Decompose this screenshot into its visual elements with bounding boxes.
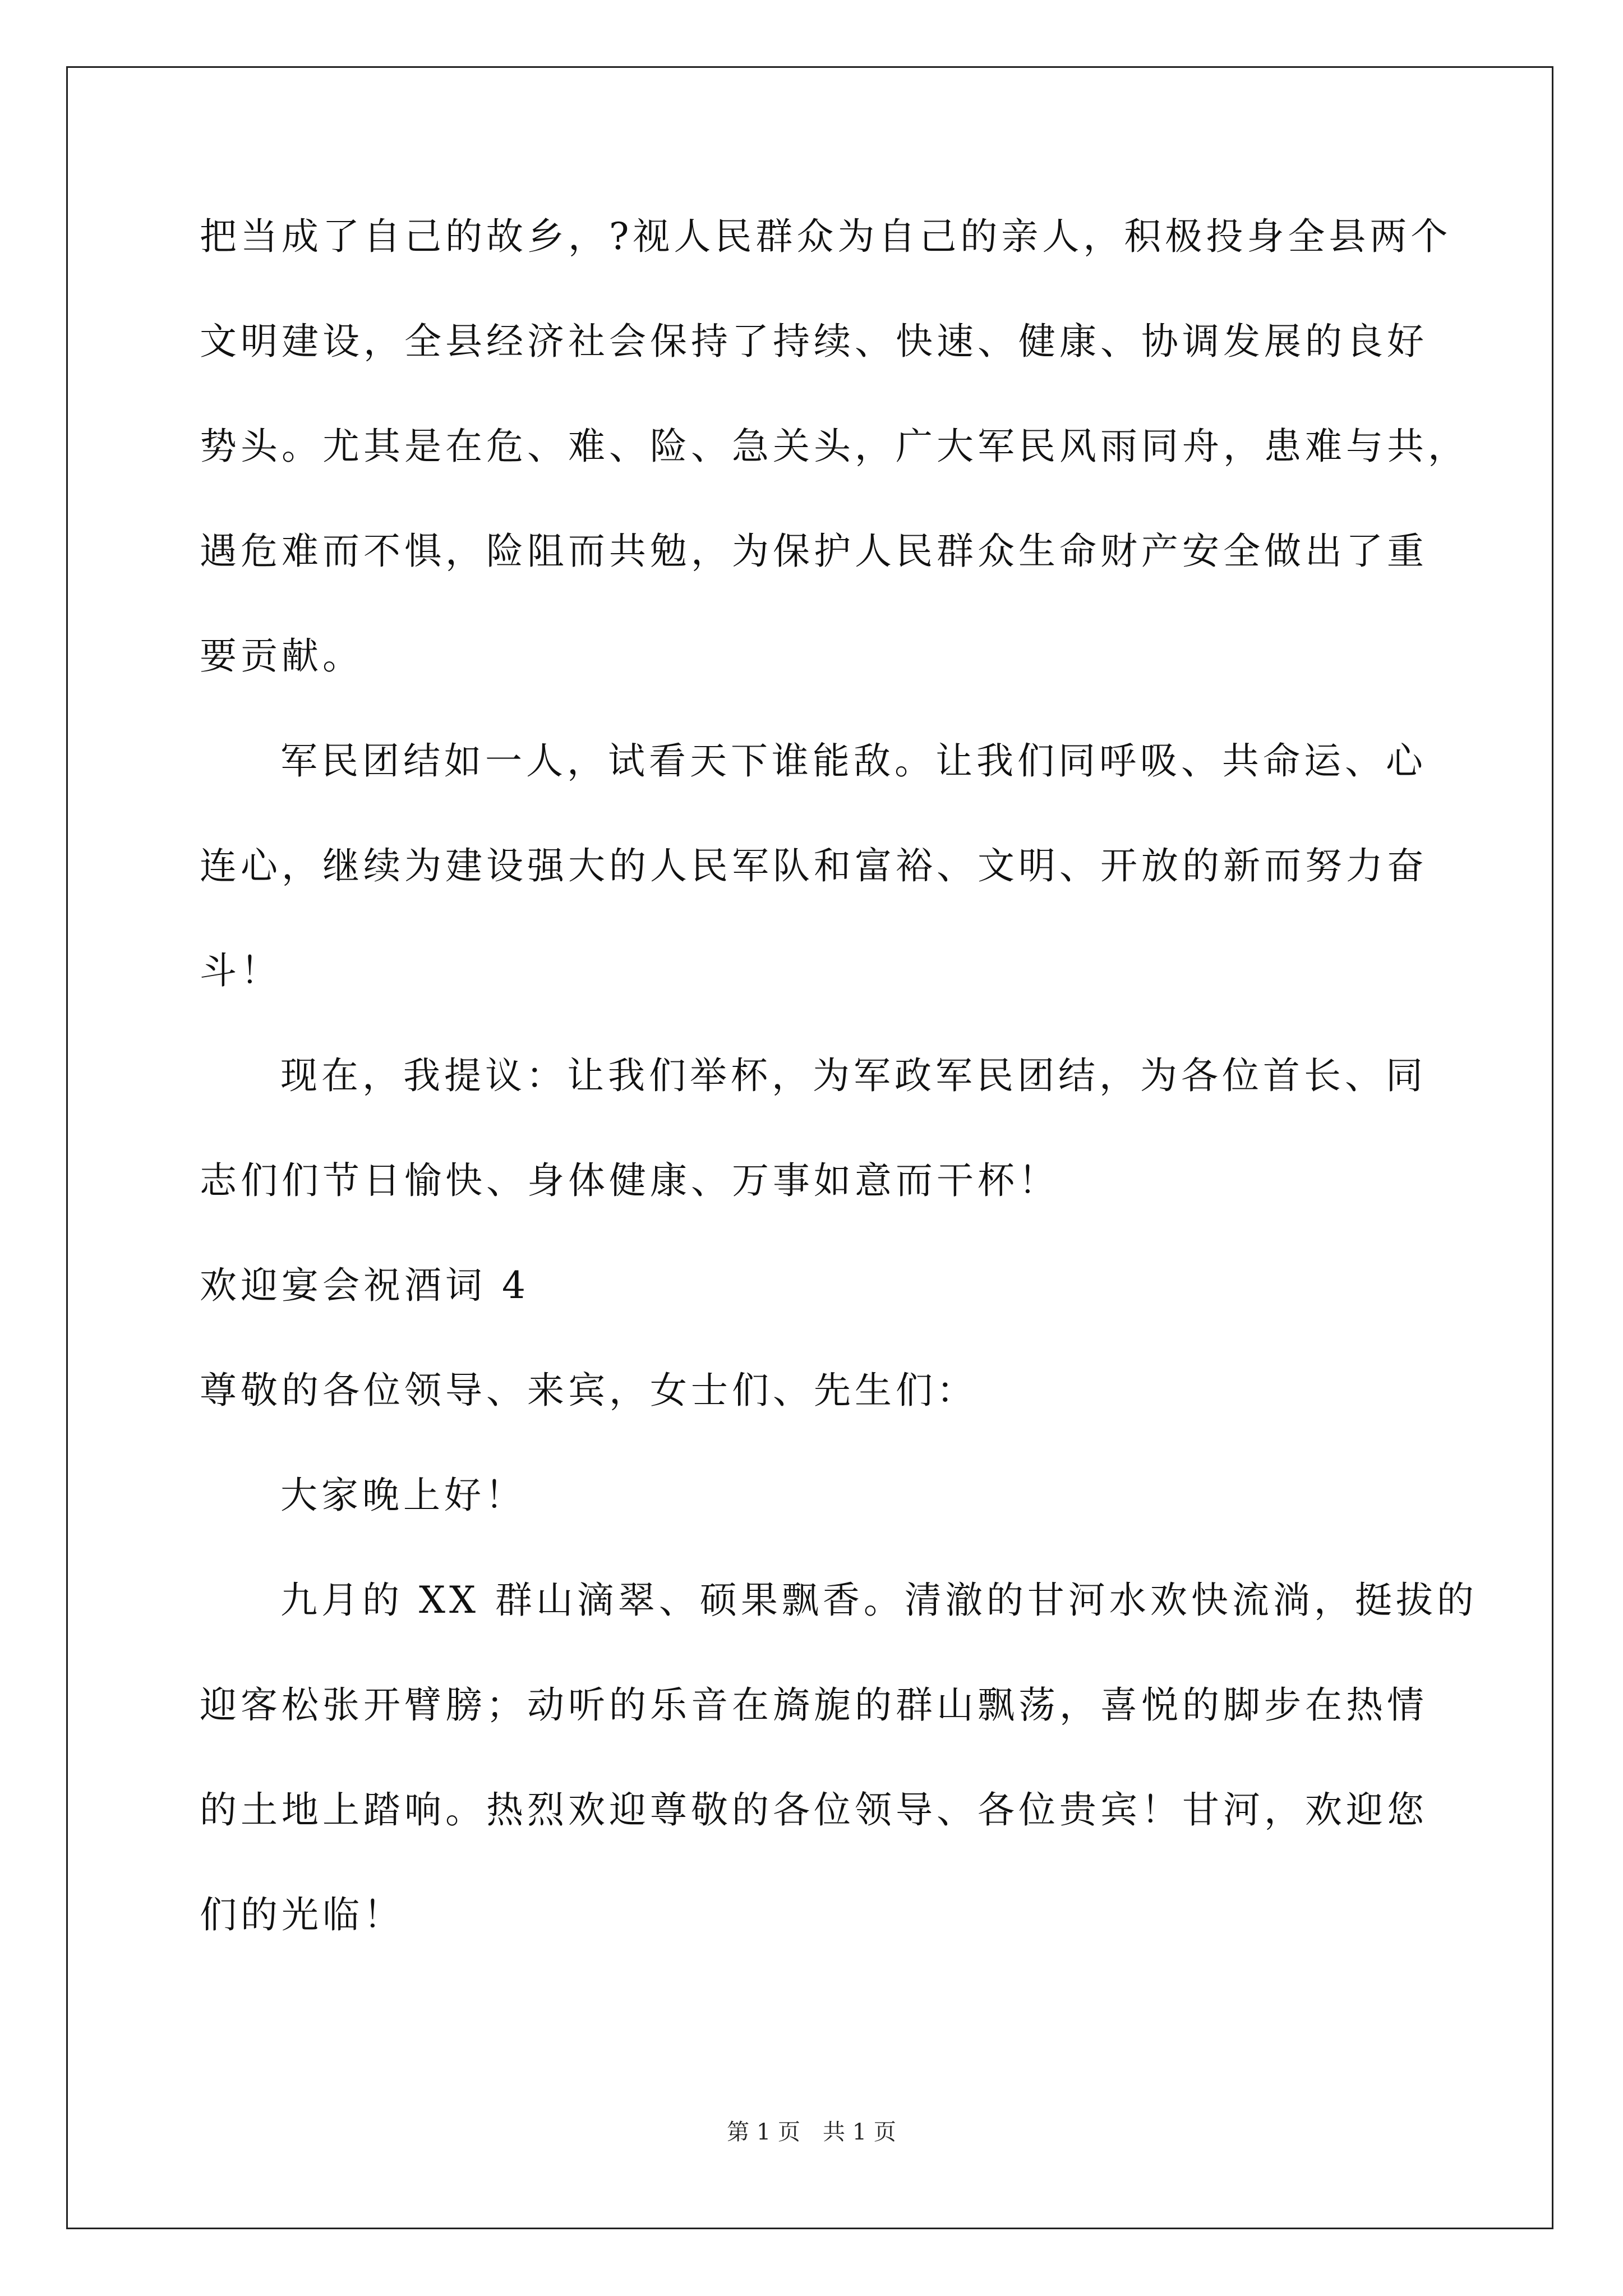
text-line: 要贡献。: [200, 634, 363, 678]
text-line: 迎客松张开臂膀；动听的乐音在旖旎的群山飘荡，喜悦的脚步在热情: [200, 1683, 1428, 1727]
text-line: 们的光临！: [200, 1893, 404, 1936]
salutation: 尊敬的各位领导、来宾，女士们、先生们：: [200, 1369, 978, 1412]
text-line: 文明建设，全县经济社会保持了持续、快速、健康、协调发展的良好: [200, 320, 1428, 363]
text-line: 遇危难而不惧，险阻而共勉，为保护人民群众生命财产安全做出了重: [200, 530, 1428, 573]
paragraph-start-line: 现在，我提议：让我们举杯，为军政军民团结，为各位首长、同: [280, 1054, 1427, 1097]
text-line: 的土地上踏响。热烈欢迎尊敬的各位领导、各位贵宾！甘河，欢迎您: [200, 1788, 1428, 1832]
paragraph-start-line: 九月的 XX 群山滴翠、硕果飘香。清澈的甘河水欢快流淌，挺拔的: [280, 1579, 1478, 1622]
section-heading: 欢迎宴会祝酒词 4: [200, 1264, 529, 1307]
text-line: 斗！: [200, 949, 282, 992]
paragraph-start-line: 军民团结如一人，试看天下谁能敌。让我们同呼吸、共命运、心: [280, 739, 1427, 783]
text-line: 把当成了自己的故乡，?视人民群众为自己的亲人，积极投身全县两个: [200, 215, 1452, 258]
greeting-line: 大家晚上好！: [280, 1474, 526, 1517]
text-line: 势头。尤其是在危、难、险、急关头，广大军民风雨同舟，患难与共，: [200, 425, 1469, 468]
page-number: 第 1 页 共 1 页: [727, 2119, 896, 2145]
text-line: 志们们节日愉快、身体健康、万事如意而干杯！: [200, 1159, 1059, 1202]
text-line: 连心，继续为建设强大的人民军队和富裕、文明、开放的新而努力奋: [200, 844, 1428, 887]
